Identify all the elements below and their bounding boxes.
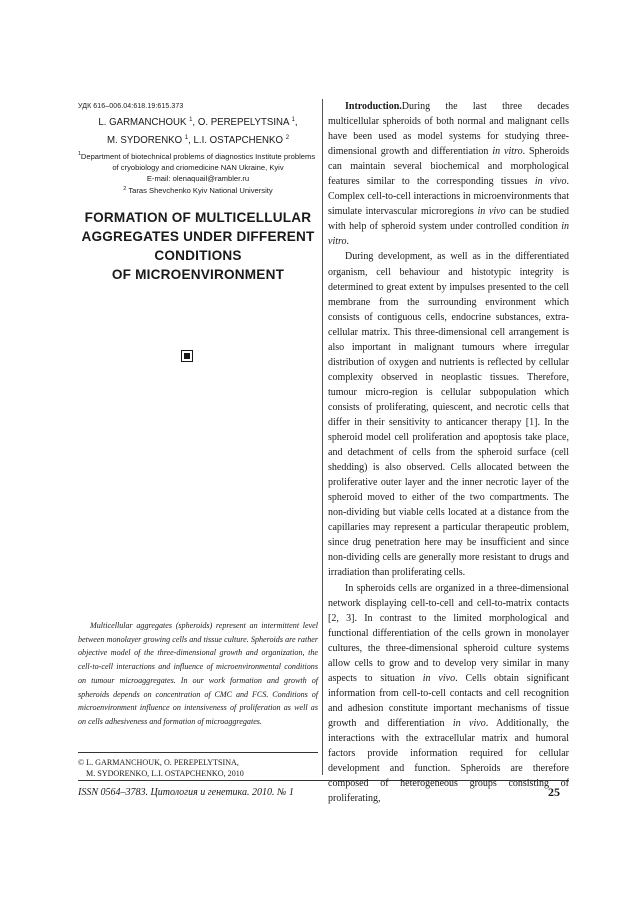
page-number: 25: [548, 785, 560, 799]
email: E-mail: olenaquail@rambler.ru: [146, 174, 250, 183]
paragraph-development: During development, as well as in the differentiated organism, cell behaviour and histotypic integrity is determined to great extent by impulses presented to the cell membrane from the surrounding environment which consists of contiguous cells, endocrine substances, extra-cellular matrix. This three-dimensional cell arrangement is also important in malignant tumours where irregular distribution of oxygen and nutrients is reflected by cellular complexity observed in neoplastic tissues. Therefore, tumour micro-region is cellular subpopulation which consists of proliferating, quiescent, and necrotic cells that differ in their sensitivity to anticancer therapy [1]. In the spheroid model cell proliferation and apoptosis take place, and detachment of cells from the spheroid surface (cell shedding) is also observed. Cells allocated between the proliferative outer layer and the inner necrotic layer of the spheroid moved to either of the two compartments. The non-dividing but viable cells located at a distance from the capillaries may represent a particular therapeutic problem, since drug penetration here may be insufficient and since non-dividing cells are generally more resistant to drugs and irradiation than proliferating cells.: [328, 251, 569, 579]
column-divider: [322, 99, 323, 775]
affiliation-sup: 2: [123, 186, 127, 192]
body-column: [328, 99, 569, 806]
title-line: OF MICROENVIRONMENT: [111, 267, 285, 282]
copyright-line-2: M. SYDORENKO, L.I. OSTAPCHENKO, 2010: [86, 769, 244, 778]
introduction-heading: Introduction.: [345, 101, 402, 112]
title-line: FORMATION OF MULTICELLULAR: [84, 210, 312, 225]
author-ostapchenko: L.I. OSTAPCHENKO: [193, 134, 283, 146]
author-sup: 2: [285, 134, 290, 141]
abstract: Multicellular aggregates (spheroids) represent an intermittent level between monolayer growing cells and tissue culture. Spheroids are rather objective model of the three-dimensional growth and organization, the cell-to-cell interactions and influence of microenvironmental conditions on tumour microaggregates. In our work formation and growth of spheroids depends on concentration of CMC and FCS. Conditions of microenvironment influence on intensiveness of proliferation as well as on cells adhesiveness and formation of microaggregates.: [78, 621, 318, 726]
paragraph-introduction: Introduction.During the last three decades multicellular spheroids of both normal and malignant cells have been used as model systems for studying three-dimensional growth and differentiation in vitro. Spheroids can maintain several biochemical and morphological features similar to the corresponding tissues in vivo. Complex cell-to-cell interactions in microenvironments that simulate intervascular microregions in vivo can be studied with help of spheroid system under controlled condition in vitro.: [328, 101, 570, 248]
title-line: AGGREGATES UNDER DIFFERENT: [81, 229, 315, 244]
copyright: [78, 757, 318, 779]
journal-info: ISSN 0564–3783. Цитология и генетика. 2010. № 1: [78, 787, 294, 798]
affiliation-2-text: Taras Shevchenko Kyiv National University: [128, 186, 273, 195]
author-garmanchouk: L. GARMANCHOUK: [98, 116, 187, 128]
affiliation-1-text: Department of biotechnical problems of diagnostics Institute problems of cryobiology and criomedicine NAN Ukraine, Kyiv: [80, 152, 316, 172]
affiliation-sup: 1: [78, 151, 82, 157]
authors: L. GARMANCHOUK $^1$, O. PEREPELYTSINA $^1$, M. SYDORENKO $^1$, L.I. OSTAPCHENKO $^2$: [98, 116, 298, 146]
copyright-line-1: © L. GARMANCHOUK, O. PEREPELYTSINA,: [78, 758, 239, 767]
copyright-rule: [78, 752, 318, 753]
author-perepelytsina: O. PEREPELYTSINA: [197, 116, 289, 128]
section-mark-icon: [181, 350, 193, 362]
article-header: [78, 103, 318, 284]
affiliation-1: [78, 151, 318, 196]
title-line: CONDITIONS: [154, 248, 242, 263]
udk-code: УДК 616–006.04:618.19:615.373: [78, 103, 184, 110]
footer-rule: [78, 780, 569, 781]
author-sydorenko: M. SYDORENKO: [106, 134, 183, 146]
author-sup: 1: [291, 116, 295, 123]
article-title: [78, 208, 318, 284]
author-sup: 1: [184, 134, 189, 141]
paragraph-spheroids: In spheroids cells are organized in a three-dimensional network displaying cell-to-cell and cell-to-matrix contacts [2, 3]. In contrast to the limited morphological and functional differentiation of the cells grown in monolayer cultures, the three-dimensional spheroid culture systems allow cells to grow and to develop very similar in many aspects to situation in vivo. Cells obtain significant information from cell-to-cell contacts and cell recognition and adhesion constitute important mechanisms of tissue growth and differentiation in vivo. Additionally, the interactions with the extracellular matrix and humoral factors provide information required for cellular development and function. Spheroids are therefore composed of heterogeneous groups consisting of proliferating,: [328, 582, 570, 805]
author-sup: 1: [189, 116, 193, 123]
